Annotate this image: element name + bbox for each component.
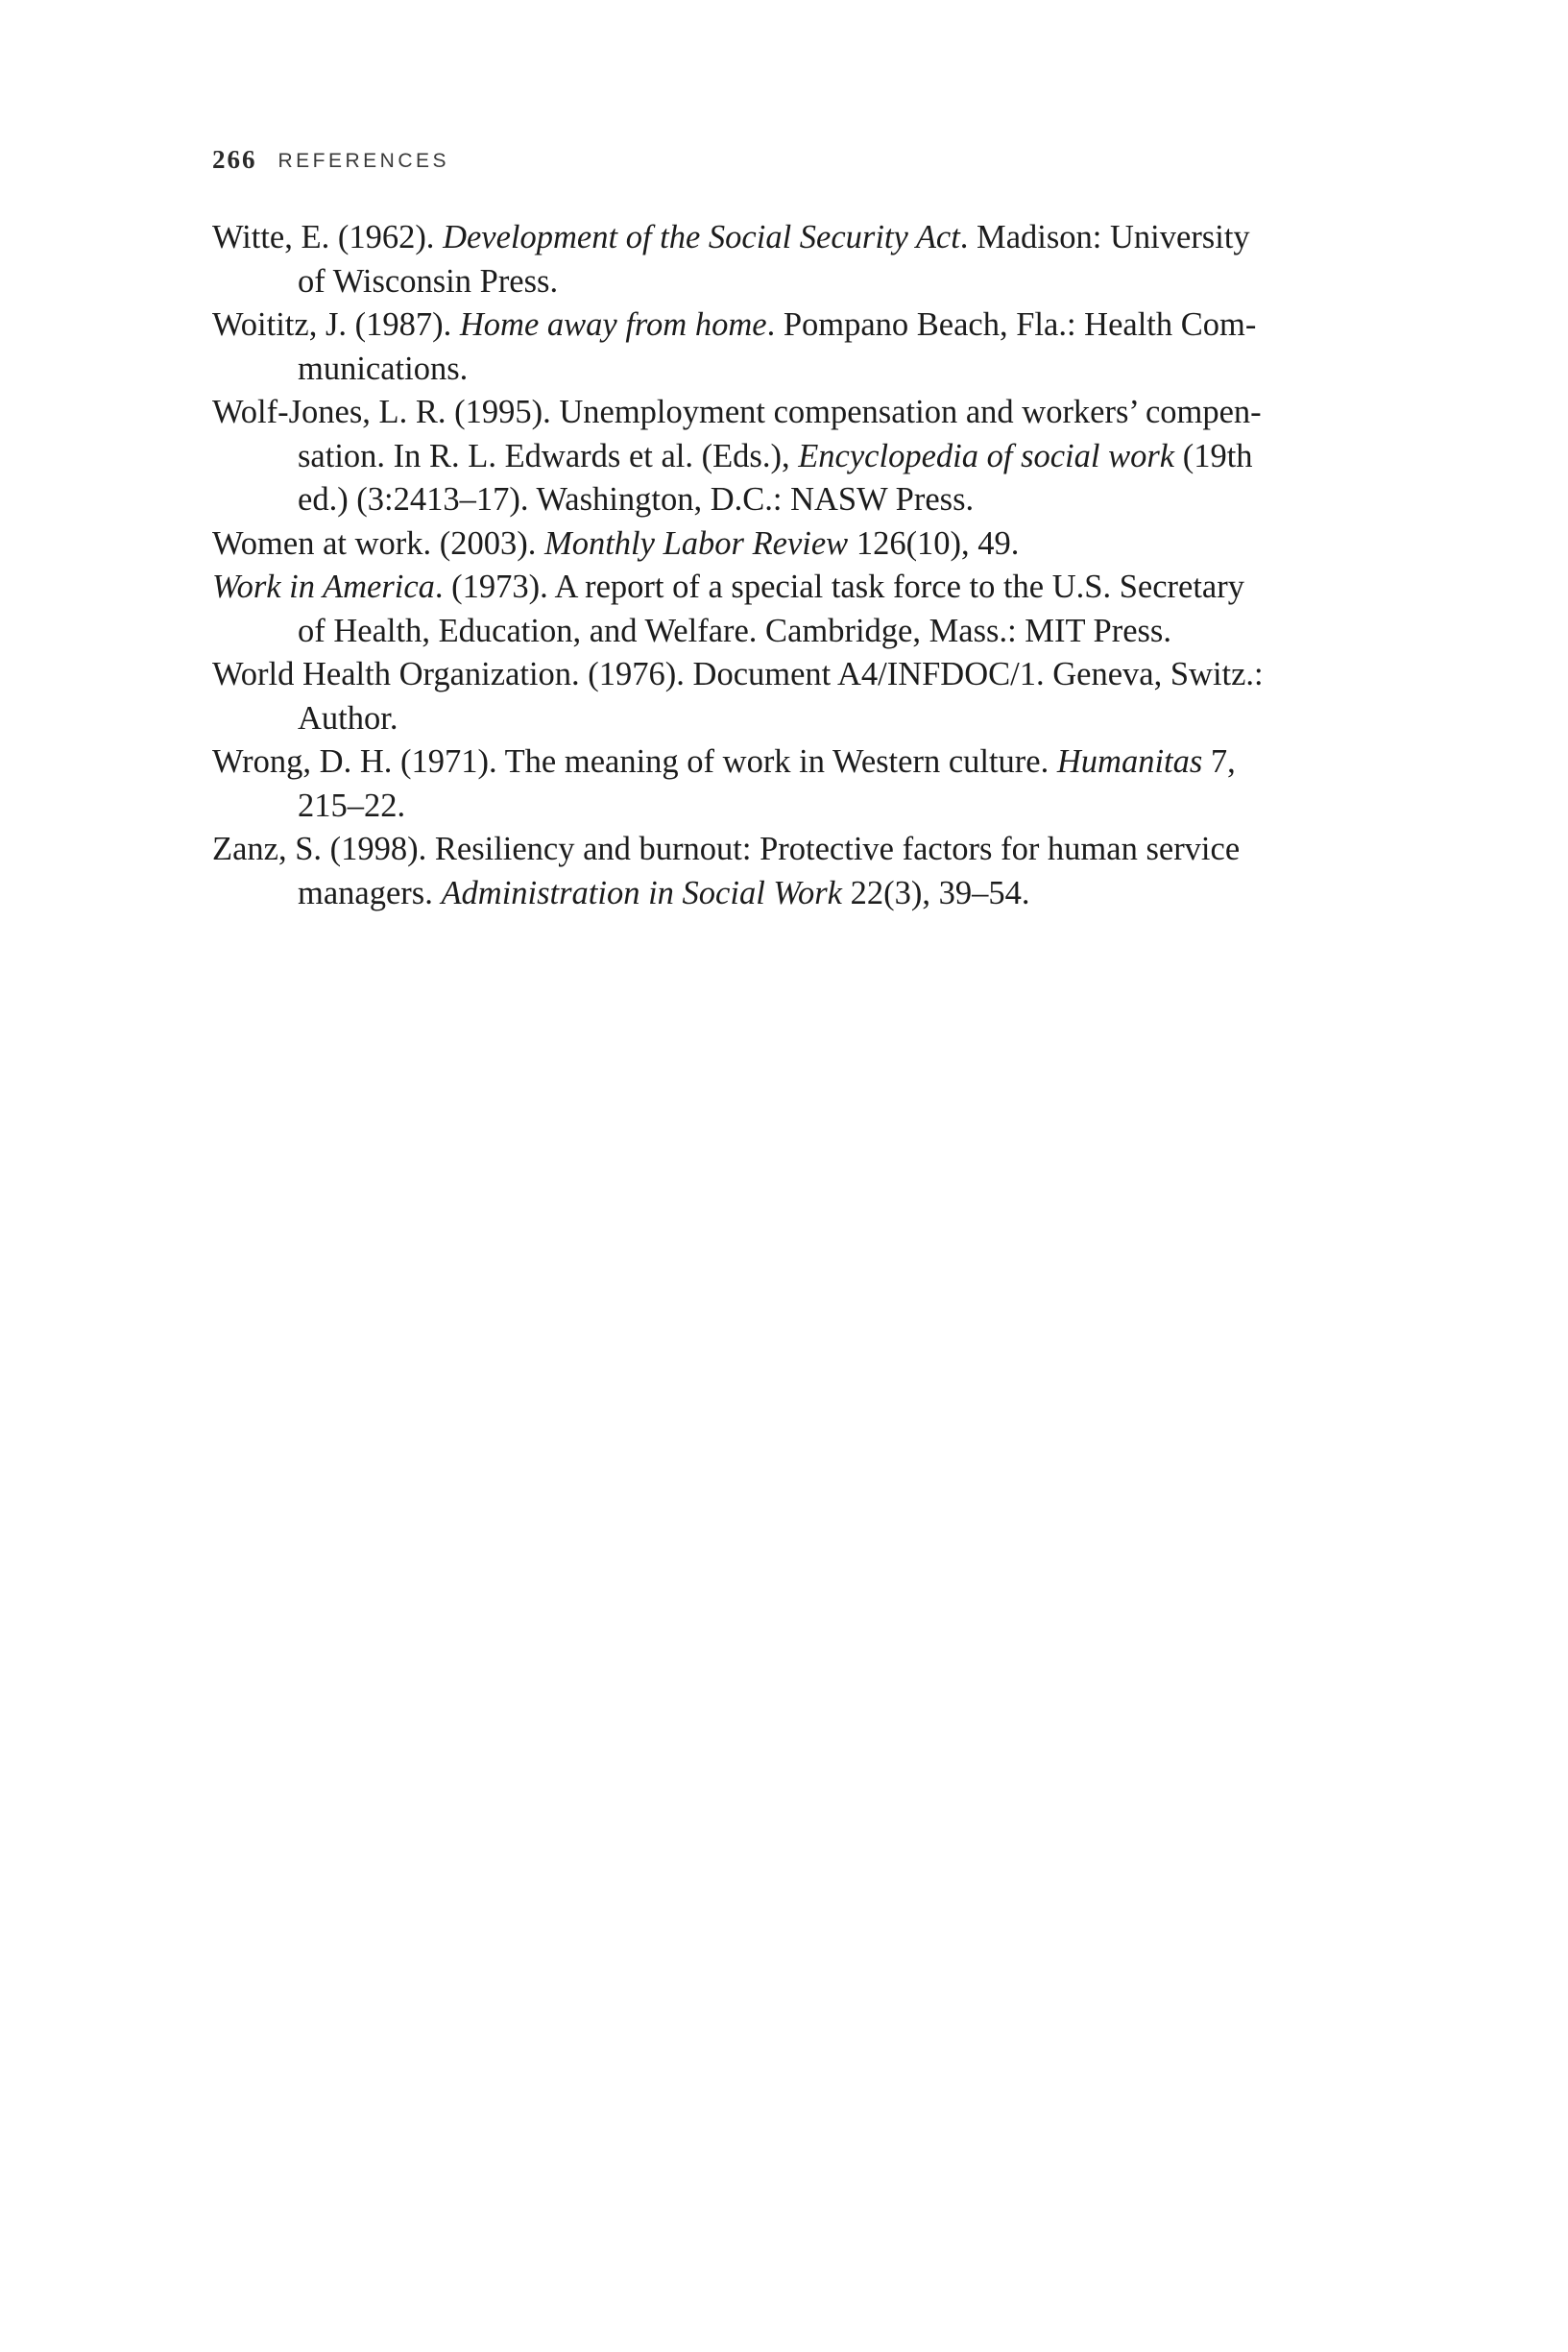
reference-text: 126(10), 49. bbox=[848, 524, 1020, 562]
reference-entry bbox=[212, 740, 1350, 828]
reference-text: of Wisconsin Press. bbox=[298, 262, 559, 300]
reference-line bbox=[298, 872, 1350, 916]
reference-line bbox=[298, 478, 1350, 522]
reference-title-italic: Encyclopedia of social work bbox=[798, 437, 1175, 474]
reference-line bbox=[212, 216, 1350, 260]
reference-text: 22(3), 39–54. bbox=[841, 874, 1030, 911]
reference-list bbox=[212, 216, 1350, 915]
reference-line bbox=[212, 653, 1350, 697]
reference-text: ed.) (3:2413–17). Washington, D.C.: NASW Press. bbox=[298, 481, 975, 518]
reference-line bbox=[212, 391, 1350, 435]
reference-text: Witte, E. (1962). bbox=[212, 219, 444, 255]
reference-line bbox=[298, 785, 1350, 829]
reference-line bbox=[212, 522, 1350, 567]
reference-entry bbox=[212, 566, 1350, 653]
reference-text: Zanz, S. (1998). Resiliency and burnout: Protective factors for human service bbox=[212, 831, 1241, 867]
section-title: REFERENCES bbox=[277, 150, 450, 172]
reference-title-italic: Humanitas bbox=[1056, 743, 1203, 780]
reference-text: Women at work. (2003). bbox=[212, 524, 544, 562]
reference-line bbox=[212, 828, 1350, 872]
reference-line bbox=[212, 566, 1350, 610]
reference-entry bbox=[212, 303, 1350, 391]
page-number: 266 bbox=[212, 145, 257, 174]
reference-entry bbox=[212, 522, 1350, 567]
reference-text: Wrong, D. H. (1971). The meaning of work in Western culture. bbox=[212, 743, 1057, 780]
reference-entry bbox=[212, 391, 1350, 522]
reference-line bbox=[212, 303, 1350, 348]
reference-line bbox=[212, 740, 1350, 785]
reference-entry bbox=[212, 653, 1350, 740]
reference-line bbox=[298, 348, 1350, 392]
reference-text: Wolf-Jones, L. R. (1995). Unemployment compensation and workers’ compen- bbox=[212, 394, 1262, 430]
reference-title-italic: Development of the Social Security Act bbox=[443, 219, 960, 255]
reference-entry bbox=[212, 828, 1350, 915]
reference-title-italic: Monthly Labor Review bbox=[543, 524, 849, 562]
reference-entry bbox=[212, 216, 1350, 303]
reference-text: Author. bbox=[298, 699, 398, 737]
reference-text: of Health, Education, and Welfare. Cambridge, Mass.: MIT Press. bbox=[298, 612, 1171, 649]
reference-text: . (1973). A report of a special task force to the U.S. Secretary bbox=[434, 569, 1244, 605]
reference-text: 7, bbox=[1202, 743, 1236, 780]
reference-text: . Madison: University bbox=[959, 219, 1250, 255]
reference-text: munications. bbox=[298, 350, 469, 387]
reference-text: (19th bbox=[1174, 437, 1253, 474]
reference-text: Woititz, J. (1987). bbox=[212, 306, 460, 343]
reference-title-italic: Work in America bbox=[212, 569, 435, 605]
reference-title-italic: Home away from home bbox=[459, 306, 767, 343]
reference-text: World Health Organization. (1976). Document A4/INFDOC/1. Geneva, Switz.: bbox=[212, 656, 1264, 692]
reference-title-italic: Administration in Social Work bbox=[441, 874, 842, 911]
reference-line bbox=[298, 697, 1350, 741]
reference-text: managers. bbox=[298, 874, 442, 911]
reference-line bbox=[298, 610, 1350, 654]
reference-text: sation. In R. L. Edwards et al. (Eds.), bbox=[298, 437, 799, 474]
reference-text: 215–22. bbox=[298, 787, 406, 824]
reference-line bbox=[298, 260, 1350, 304]
running-head bbox=[212, 140, 449, 179]
reference-text: . Pompano Beach, Fla.: Health Com- bbox=[766, 306, 1257, 343]
reference-line bbox=[298, 435, 1350, 479]
